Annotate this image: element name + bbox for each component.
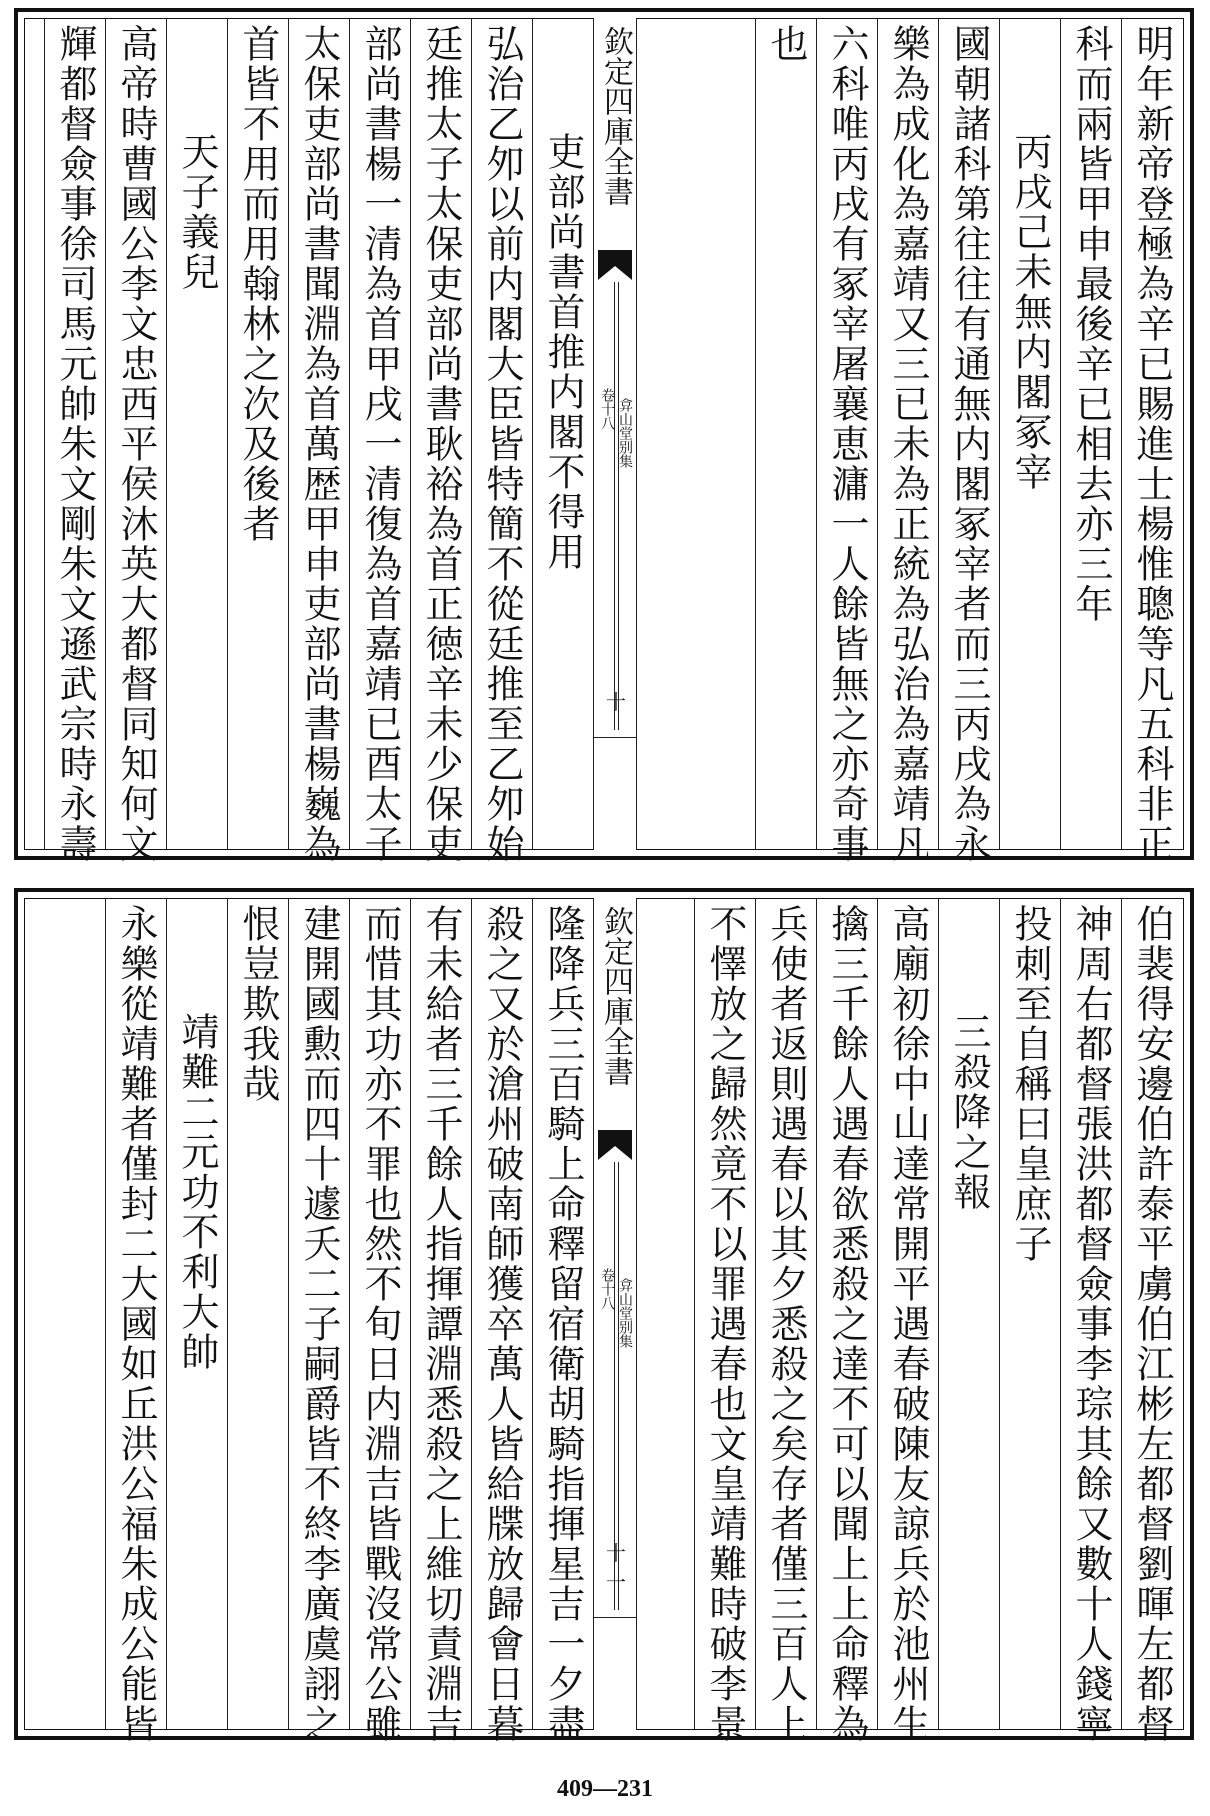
text-column: 殺之又於滄州破南師獲卒萬人皆給牒放歸會日暮 [471,898,532,1730]
text-column: 明年新帝登極為辛已賜進士楊惟聰等凡五科非正 [1121,18,1182,850]
top-page [14,8,1194,864]
text-column: 恨豈欺我哉 [227,898,288,1730]
text-column: 三殺降之報 [938,898,999,1730]
text-column: 不懌放之歸然竟不以罪遇春也文皇靖難時破李景 [694,898,755,1730]
fold-divider [594,737,636,738]
page-number: 十 [606,690,626,714]
text-column: 六科唯丙戌有冢宰屠襄恵滽一人餘皆無之亦奇事 [816,18,877,850]
center-fold [593,898,637,1730]
book-title: 弇山堂别集 [617,1278,633,1348]
header-title: 欽定四庫全書 [598,906,633,1086]
text-column: 吏部尚書首推内閣不得用 [532,18,593,850]
text-column: 而惜其功亦不罪也然不旬日内淵吉皆戰沒常公雖 [349,898,410,1730]
text-column: 擒三千餘人遇春欲悉殺之達不可以聞上上命釋為 [816,898,877,1730]
text-column: 樂為成化為嘉靖又三已未為正統為弘治為嘉靖凡 [877,18,938,850]
text-column: 國朝諸科第往往有通無内閣冢宰者而三丙戌為永 [938,18,999,850]
text-column: 兵使者返則遇春以其夕悉殺之矣存者僅三百人上 [755,898,816,1730]
juan-label: 卷十八 [599,1268,615,1310]
text-column: 科而兩皆甲申最後辛已相去亦三年 [1060,18,1121,850]
fold-divider [594,1617,636,1618]
text-column: 天子義兒 [166,18,227,850]
text-column: 部尚書楊一清為首甲戌一清復為首嘉靖已酉太子 [349,18,410,850]
text-column: 建開國勲而四十遽夭二子嗣爵皆不終李廣虞詡之 [288,898,349,1730]
book-title: 弇山堂别集 [617,398,633,468]
bottom-page [14,888,1194,1744]
text-column: 首皆不用而用翰林之次及後者 [227,18,288,850]
fish-tail-mark-icon [598,1130,632,1160]
text-column: 廷推太子太保吏部尚書耿裕為首正徳辛未少保吏 [410,18,471,850]
text-column: 伯裴得安邊伯許泰平虜伯江彬左都督劉暉左都督 [1121,898,1182,1730]
text-column: 高廟初徐中山達常開平遇春破陳友諒兵於池州生 [877,898,938,1730]
text-column: 也 [755,18,816,850]
page-number: 十一 [606,1541,626,1594]
footer-page-id: 409—231 [557,1776,653,1802]
text-column: 永樂從靖難者僅封二大國如丘洪公福朱成公能皆 [105,898,166,1730]
text-column: 輝都督僉事徐司馬元帥朱文剛朱文遜武宗時永壽 [44,18,105,850]
fold-line [614,282,615,730]
fold-line [618,282,619,730]
text-column: 高帝時曹國公李文忠西平侯沐英大都督同知何文 [105,18,166,850]
text-column: 靖難二元功不利大帥 [166,898,227,1730]
text-column: 太保吏部尚書聞淵為首萬歴甲申吏部尚書楊巍為 [288,18,349,850]
text-column: 隆降兵三百騎上命釋留宿衛胡騎指揮星吉一夕盡 [532,898,593,1730]
text-column: 弘治乙夘以前内閣大臣皆特簡不從廷推至乙夘始 [471,18,532,850]
text-column: 丙戌己未無内閣冢宰 [999,18,1060,850]
header-title: 欽定四庫全書 [598,26,633,206]
text-column: 投刺至自稱曰皇庶子 [999,898,1060,1730]
fish-tail-mark-icon [598,250,632,280]
center-fold [593,18,637,850]
juan-label: 卷十八 [599,388,615,430]
text-column: 有未給者三千餘人指揮譚淵悉殺之上維切責淵吉 [410,898,471,1730]
text-column: 神周右都督張洪都督僉事李琮其餘又數十人錢寧 [1060,898,1121,1730]
